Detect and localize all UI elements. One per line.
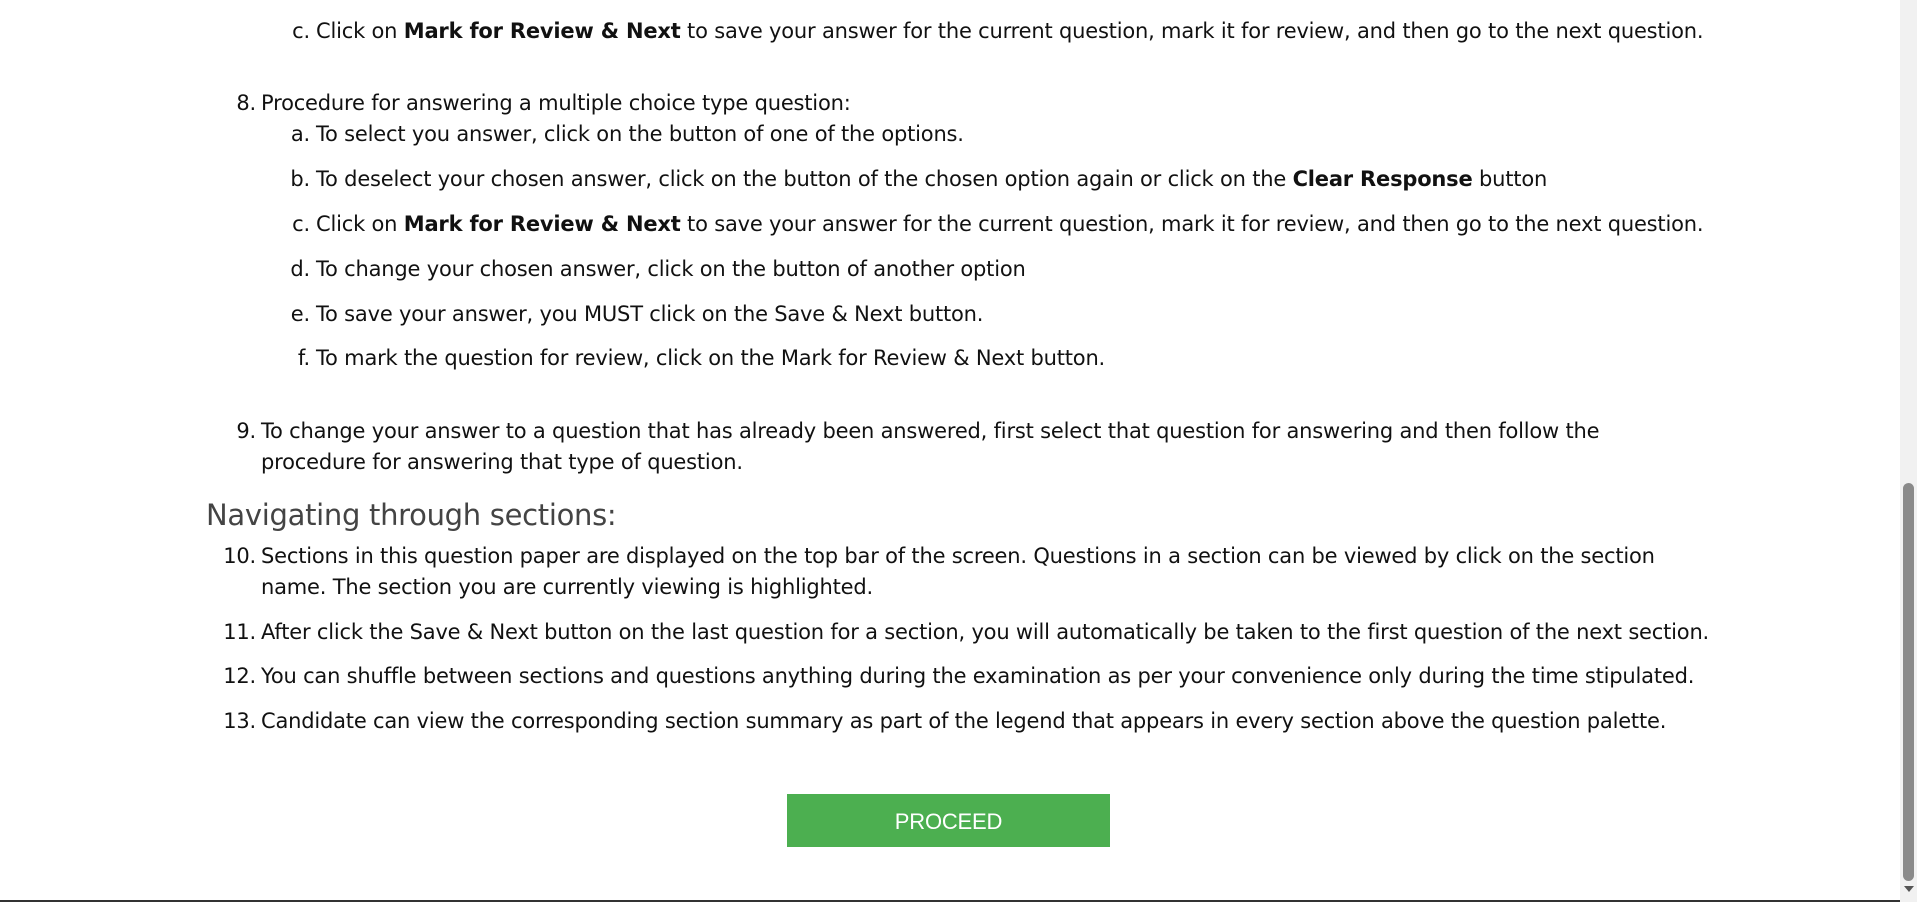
instruction-13: Candidate can view the corresponding section summary as part of the legend that appears in every section above the question palette. [261,709,1667,733]
instruction-bold: Mark for Review & Next [403,212,681,236]
list-number: 13. [223,709,256,733]
list-letter: a. [290,122,310,146]
instruction-text: to save your answer for the current question, mark it for review, and then go to the next question. [680,19,1704,43]
instruction-9-line2: procedure for answering that type of question. [261,450,743,474]
instruction-text: button [1472,167,1548,191]
instruction-text: To deselect your chosen answer, click on the button of the chosen option again or click on the [316,167,1293,191]
instruction-9-line1: To change your answer to a question that has already been answered, first select that question for answering and then follow the [261,419,1600,443]
list-number: 10. [223,544,256,568]
instruction-8b [316,164,1547,195]
list-number: 12. [223,664,256,688]
list-letter: c. [292,19,310,43]
instruction-8e: To save your answer, you MUST click on the Save & Next button. [316,302,984,326]
section-heading: Navigating through sections: [206,498,617,532]
scrollbar-thumb[interactable] [1903,483,1914,881]
instruction-8c [316,209,1703,240]
vertical-scrollbar[interactable] [1900,0,1917,902]
instruction-text: Click on [316,212,404,236]
list-number: 8. [236,91,256,115]
proceed-button[interactable]: PROCEED [787,794,1110,847]
list-letter: c. [292,212,310,236]
instruction-8d: To change your chosen answer, click on the button of another option [316,257,1026,281]
list-letter: b. [290,167,310,191]
list-letter: e. [290,302,310,326]
list-number: 11. [223,620,256,644]
list-number: 9. [236,419,256,443]
instruction-12: You can shuffle between sections and questions anything during the examination as per your convenience only during the time stipulated. [261,664,1695,688]
list-letter: f. [297,346,310,370]
scroll-down-arrow-icon[interactable] [1904,886,1914,892]
instruction-text: Click on [316,19,404,43]
instruction-10-line1: Sections in this question paper are displayed on the top bar of the screen. Questions in a section can be viewed by click on the section [261,544,1655,568]
instruction-11: After click the Save & Next button on the last question for a section, you will automatically be taken to the first question of the next section. [261,620,1710,644]
instruction-8: Procedure for answering a multiple choice type question: [261,91,851,115]
instruction-c-top [316,16,1703,47]
instruction-8f: To mark the question for review, click on the Mark for Review & Next button. [316,346,1106,370]
instruction-bold: Mark for Review & Next [403,19,681,43]
instruction-bold: Clear Response [1292,167,1473,191]
list-letter: d. [290,257,310,281]
instruction-text: to save your answer for the current question, mark it for review, and then go to the next question. [680,212,1704,236]
instruction-8a: To select you answer, click on the button of one of the options. [316,122,964,146]
instruction-10-line2: name. The section you are currently viewing is highlighted. [261,575,873,599]
